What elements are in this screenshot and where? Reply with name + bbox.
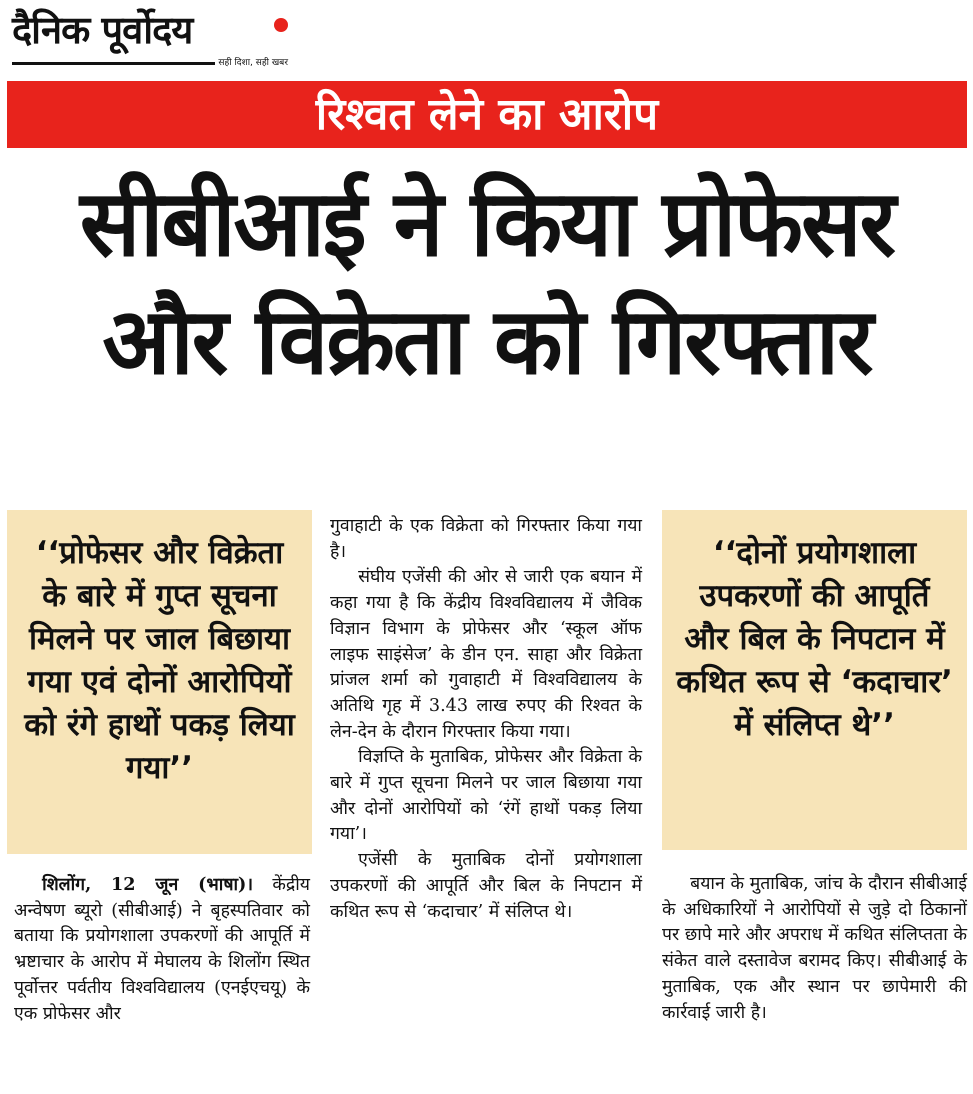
article-text: केंद्रीय अन्वेषण ब्यूरो (सीबीआई) ने बृहस्पतिवार को बताया कि प्रयोगशाला उपकरणों की आपूर्ति में भ्रष्टाचार के आरोप में मेघालय के शिलोंग स्थित पूर्वोत्तर पर्वतीय विश्वविद्यालय (एनईएचयू) के एक प्रोफेसर और bbox=[14, 875, 310, 1024]
masthead-tagline: सही दिशा, सही खबर bbox=[215, 55, 288, 68]
masthead-name: दैनिक पूर्वोदय bbox=[12, 7, 193, 52]
article-paragraph: बयान के मुताबिक, जांच के दौरान सीबीआई के अधिकारियों ने आरोपियों से जुड़े दो ठिकानों पर छापे मारे और अपराध में कथित संलिप्तता के संकेत वाले दस्तावेज बरामद किए। सीबीआई के मुताबिक, एक और स्थान पर छापेमारी की कार्रवाई जारी है। bbox=[662, 874, 967, 1023]
article-paragraph: एजेंसी के मुताबिक दोनों प्रयोगशाला उपकरणों की आपूर्ति और बिल के निपटान में कथित रूप से ‘कदाचार’ में संलिप्त थे। bbox=[330, 850, 642, 922]
article-paragraph: संघीय एजेंसी की ओर से जारी एक बयान में कहा गया है कि केंद्रीय विश्वविद्यालय में जैविक विज्ञान विभाग के प्रोफेसर और ‘स्कूल ऑफ लाइफ साइंसेज’ के डीन एन. साहा और विक्रेता प्रांजल शर्मा को गुवाहाटी में विश्वविद्यालय के अतिथि गृह में 3.43 लाख रुपए की रिश्वत के लेन-देन के दौरान गिरफ्तार किया गया। bbox=[330, 567, 642, 742]
headline-line-1: सीबीआई ने किया प्रोफेसर bbox=[79, 170, 895, 277]
dateline: शिलोंग, 12 जून (भाषा)। bbox=[42, 874, 254, 895]
pull-quote-right: ‘‘दोनों प्रयोगशाला उपकरणों की आपूर्ति और बिल के निपटान में कथित रूप से ‘कदाचार’ में संलिप्त थे’’ bbox=[662, 510, 967, 850]
article-column-2 bbox=[330, 514, 642, 925]
headline-line-2: और विक्रेता को गिरफ्तार bbox=[102, 288, 872, 395]
article-paragraph: विज्ञप्ति के मुताबिक, प्रोफेसर और विक्रेता के बारे में गुप्त सूचना मिलने पर जाल बिछाया गया और दोनों आरोपियों को ‘रंगें हाथों पकड़ लिया गया’। bbox=[330, 747, 642, 845]
kicker-banner: रिश्वत लेने का आरोप bbox=[7, 81, 967, 148]
masthead bbox=[12, 8, 288, 72]
masthead-dot-icon bbox=[274, 18, 288, 32]
article-column-3 bbox=[662, 872, 967, 1026]
pull-quote-left: ‘‘प्रोफेसर और विक्रेता के बारे में गुप्त सूचना मिलने पर जाल बिछाया गया एवं दोनों आरोपियों को रंगे हाथों पकड़ लिया गया’’ bbox=[7, 510, 312, 854]
article-column-1 bbox=[14, 872, 310, 1027]
article-paragraph: गुवाहाटी के एक विक्रेता को गिरफ्तार किया गया है। bbox=[330, 516, 642, 562]
headline bbox=[21, 165, 952, 401]
